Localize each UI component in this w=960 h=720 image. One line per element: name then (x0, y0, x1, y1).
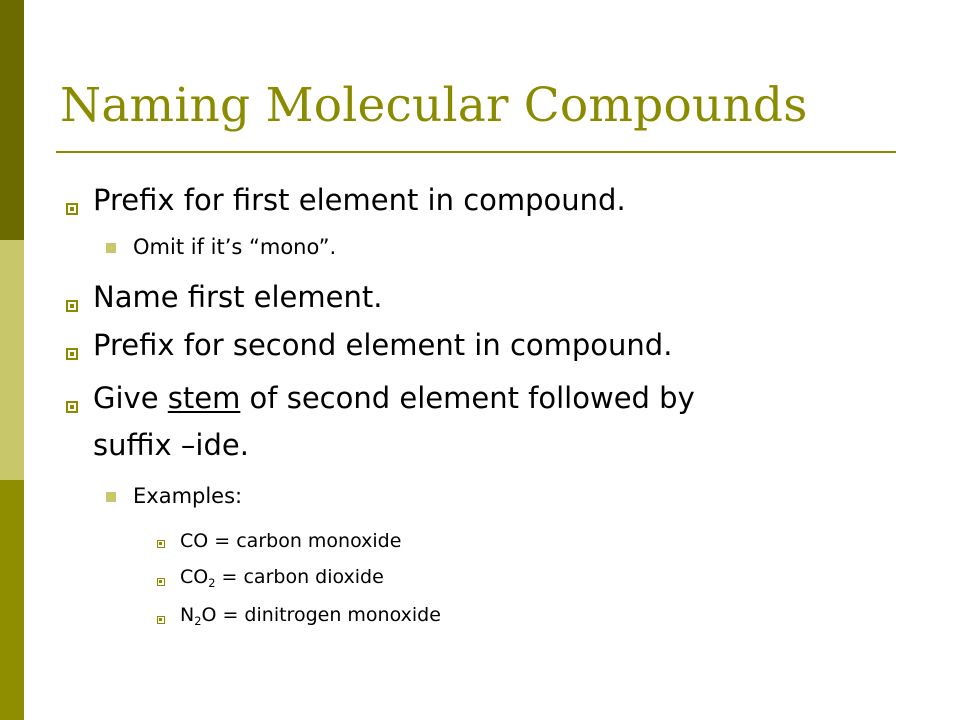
formula-subscript: 2 (208, 576, 216, 590)
example-co (180, 530, 401, 552)
slide-title: Naming Molecular Compounds (60, 78, 808, 133)
hollow-square-bullet-icon (66, 203, 78, 215)
bullet-name-first: Name first element. (93, 280, 383, 314)
hollow-square-bullet-icon (66, 401, 78, 413)
hollow-square-bullet-icon (157, 578, 165, 586)
stem-text-before: Give (93, 381, 168, 415)
formula: CO (180, 566, 209, 588)
title-divider (56, 151, 896, 153)
hollow-square-bullet-icon (66, 300, 78, 312)
bullet-omit-mono: Omit if it’s “mono”. (133, 235, 337, 259)
bullet-prefix-first: Prefix for first element in compound. (93, 183, 626, 217)
side-bar-top (0, 0, 24, 240)
bullet-examples: Examples: (133, 484, 243, 508)
bullet-give-stem (93, 381, 695, 415)
formula-subscript: 2 (194, 614, 202, 628)
stem-underlined: stem (167, 381, 241, 415)
formula: N (180, 604, 195, 626)
side-bar-middle (0, 240, 24, 480)
example-rest: = carbon monoxide (208, 530, 402, 552)
formula: CO (180, 530, 209, 552)
example-rest: = dinitrogen monoxide (216, 604, 441, 626)
filled-square-bullet-icon (106, 492, 116, 502)
formula-part-b: O (201, 604, 217, 626)
example-rest: = carbon dioxide (215, 566, 384, 588)
example-n2o (180, 604, 441, 626)
hollow-square-bullet-icon (157, 616, 165, 624)
example-co2 (180, 566, 384, 588)
bullet-prefix-second: Prefix for second element in compound. (93, 328, 673, 362)
side-bar-bottom (0, 480, 24, 720)
stem-text-after: of second element followed by (240, 381, 695, 415)
hollow-square-bullet-icon (157, 540, 165, 548)
filled-square-bullet-icon (106, 243, 116, 253)
hollow-square-bullet-icon (66, 348, 78, 360)
bullet-give-stem-continuation: suffix –ide. (93, 428, 249, 462)
